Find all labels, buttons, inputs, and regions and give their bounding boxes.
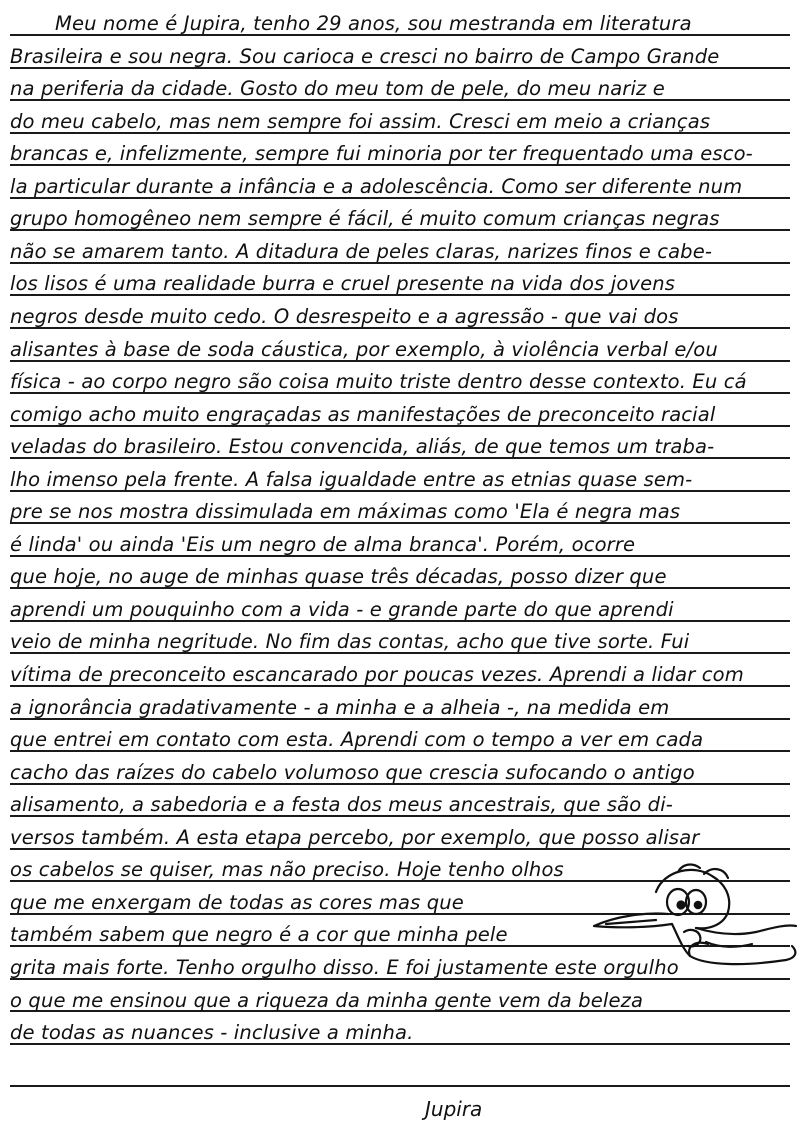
text-line: física - ao corpo negro são coisa muito triste dentro desse contexto. Eu cá: [10, 370, 747, 394]
text-line: Brasileira e sou negra. Sou carioca e cresci no bairro de Campo Grande: [10, 44, 720, 68]
signature: Jupira: [425, 1097, 483, 1121]
text-line: versos também. A esta etapa percebo, por exemplo, que posso alisar: [10, 825, 700, 849]
text-line: que hoje, no auge de minhas quase três décadas, posso dizer que: [10, 565, 667, 589]
text-line: os cabelos se quiser, mas não preciso. Hoje tenho olhos: [10, 858, 564, 882]
text-line: que me enxergam de todas as cores mas que: [10, 890, 464, 914]
ruled-line: [10, 1085, 790, 1087]
text-line: alisamento, a sabedoria e a festa dos meus ancestrais, que são di-: [10, 793, 673, 817]
text-line: veio de minha negritude. No fim das contas, acho que tive sorte. Fui: [10, 630, 690, 654]
text-line: o que me ensinou que a riqueza da minha gente vem da beleza: [10, 988, 644, 1012]
text-line: los lisos é uma realidade burra e cruel presente na vida dos jovens: [10, 272, 676, 296]
text-line: cacho das raízes do cabelo volumoso que crescia sufocando o antigo: [10, 760, 695, 784]
text-line: negros desde muito cedo. O desrespeito e a agressão - que vai dos: [10, 304, 679, 328]
text-line: grita mais forte. Tenho orgulho disso. E foi justamente este orgulho: [10, 955, 679, 979]
text-line: pre se nos mostra dissimulada em máximas como 'Ela é negra mas: [10, 500, 681, 524]
text-line: comigo acho muito engraçadas as manifestações de preconceito racial: [10, 402, 716, 426]
text-line: não se amarem tanto. A ditadura de peles claras, narizes finos e cabe-: [10, 239, 713, 263]
text-line: que entrei em contato com esta. Aprendi com o tempo a ver em cada: [10, 728, 704, 752]
text-line: la particular durante a infância e a adolescência. Como ser diferente num: [10, 174, 743, 198]
text-line: Meu nome é Jupira, tenho 29 anos, sou mestranda em literatura: [55, 12, 692, 35]
text-line: também sabem que negro é a cor que minha pele: [10, 923, 508, 947]
text-line: grupo homogêneo nem sempre é fácil, é muito comum crianças negras: [10, 207, 720, 231]
text-line: aprendi um pouquinho com a vida - e grande parte do que aprendi: [10, 597, 674, 621]
text-line: a ignorância gradativamente - a minha e a alheia -, na medida em: [10, 695, 670, 719]
text-line: lho imenso pela frente. A falsa igualdade entre as etnias quase sem-: [10, 467, 693, 491]
text-line: do meu cabelo, mas nem sempre foi assim. Cresci em meio a crianças: [10, 109, 711, 133]
text-line: veladas do brasileiro. Estou convencida, aliás, de que temos um traba-: [10, 435, 715, 459]
text-line: de todas as nuances - inclusive a minha.: [10, 1021, 414, 1045]
text-line: alisantes à base de soda cáustica, por exemplo, à violência verbal e/ou: [10, 337, 718, 361]
text-line: brancas e, infelizmente, sempre fui minoria por ter frequentado uma esco-: [10, 142, 753, 166]
woodpecker-cartoon-icon: [586, 862, 800, 970]
text-line: é linda' ou ainda 'Eis um negro de alma branca'. Porém, ocorre: [10, 532, 636, 556]
text-line: na periferia da cidade. Gosto do meu tom de pele, do meu nariz e: [10, 77, 665, 101]
text-line: vítima de preconceito escancarado por poucas vezes. Aprendi a lidar com: [10, 663, 744, 686]
